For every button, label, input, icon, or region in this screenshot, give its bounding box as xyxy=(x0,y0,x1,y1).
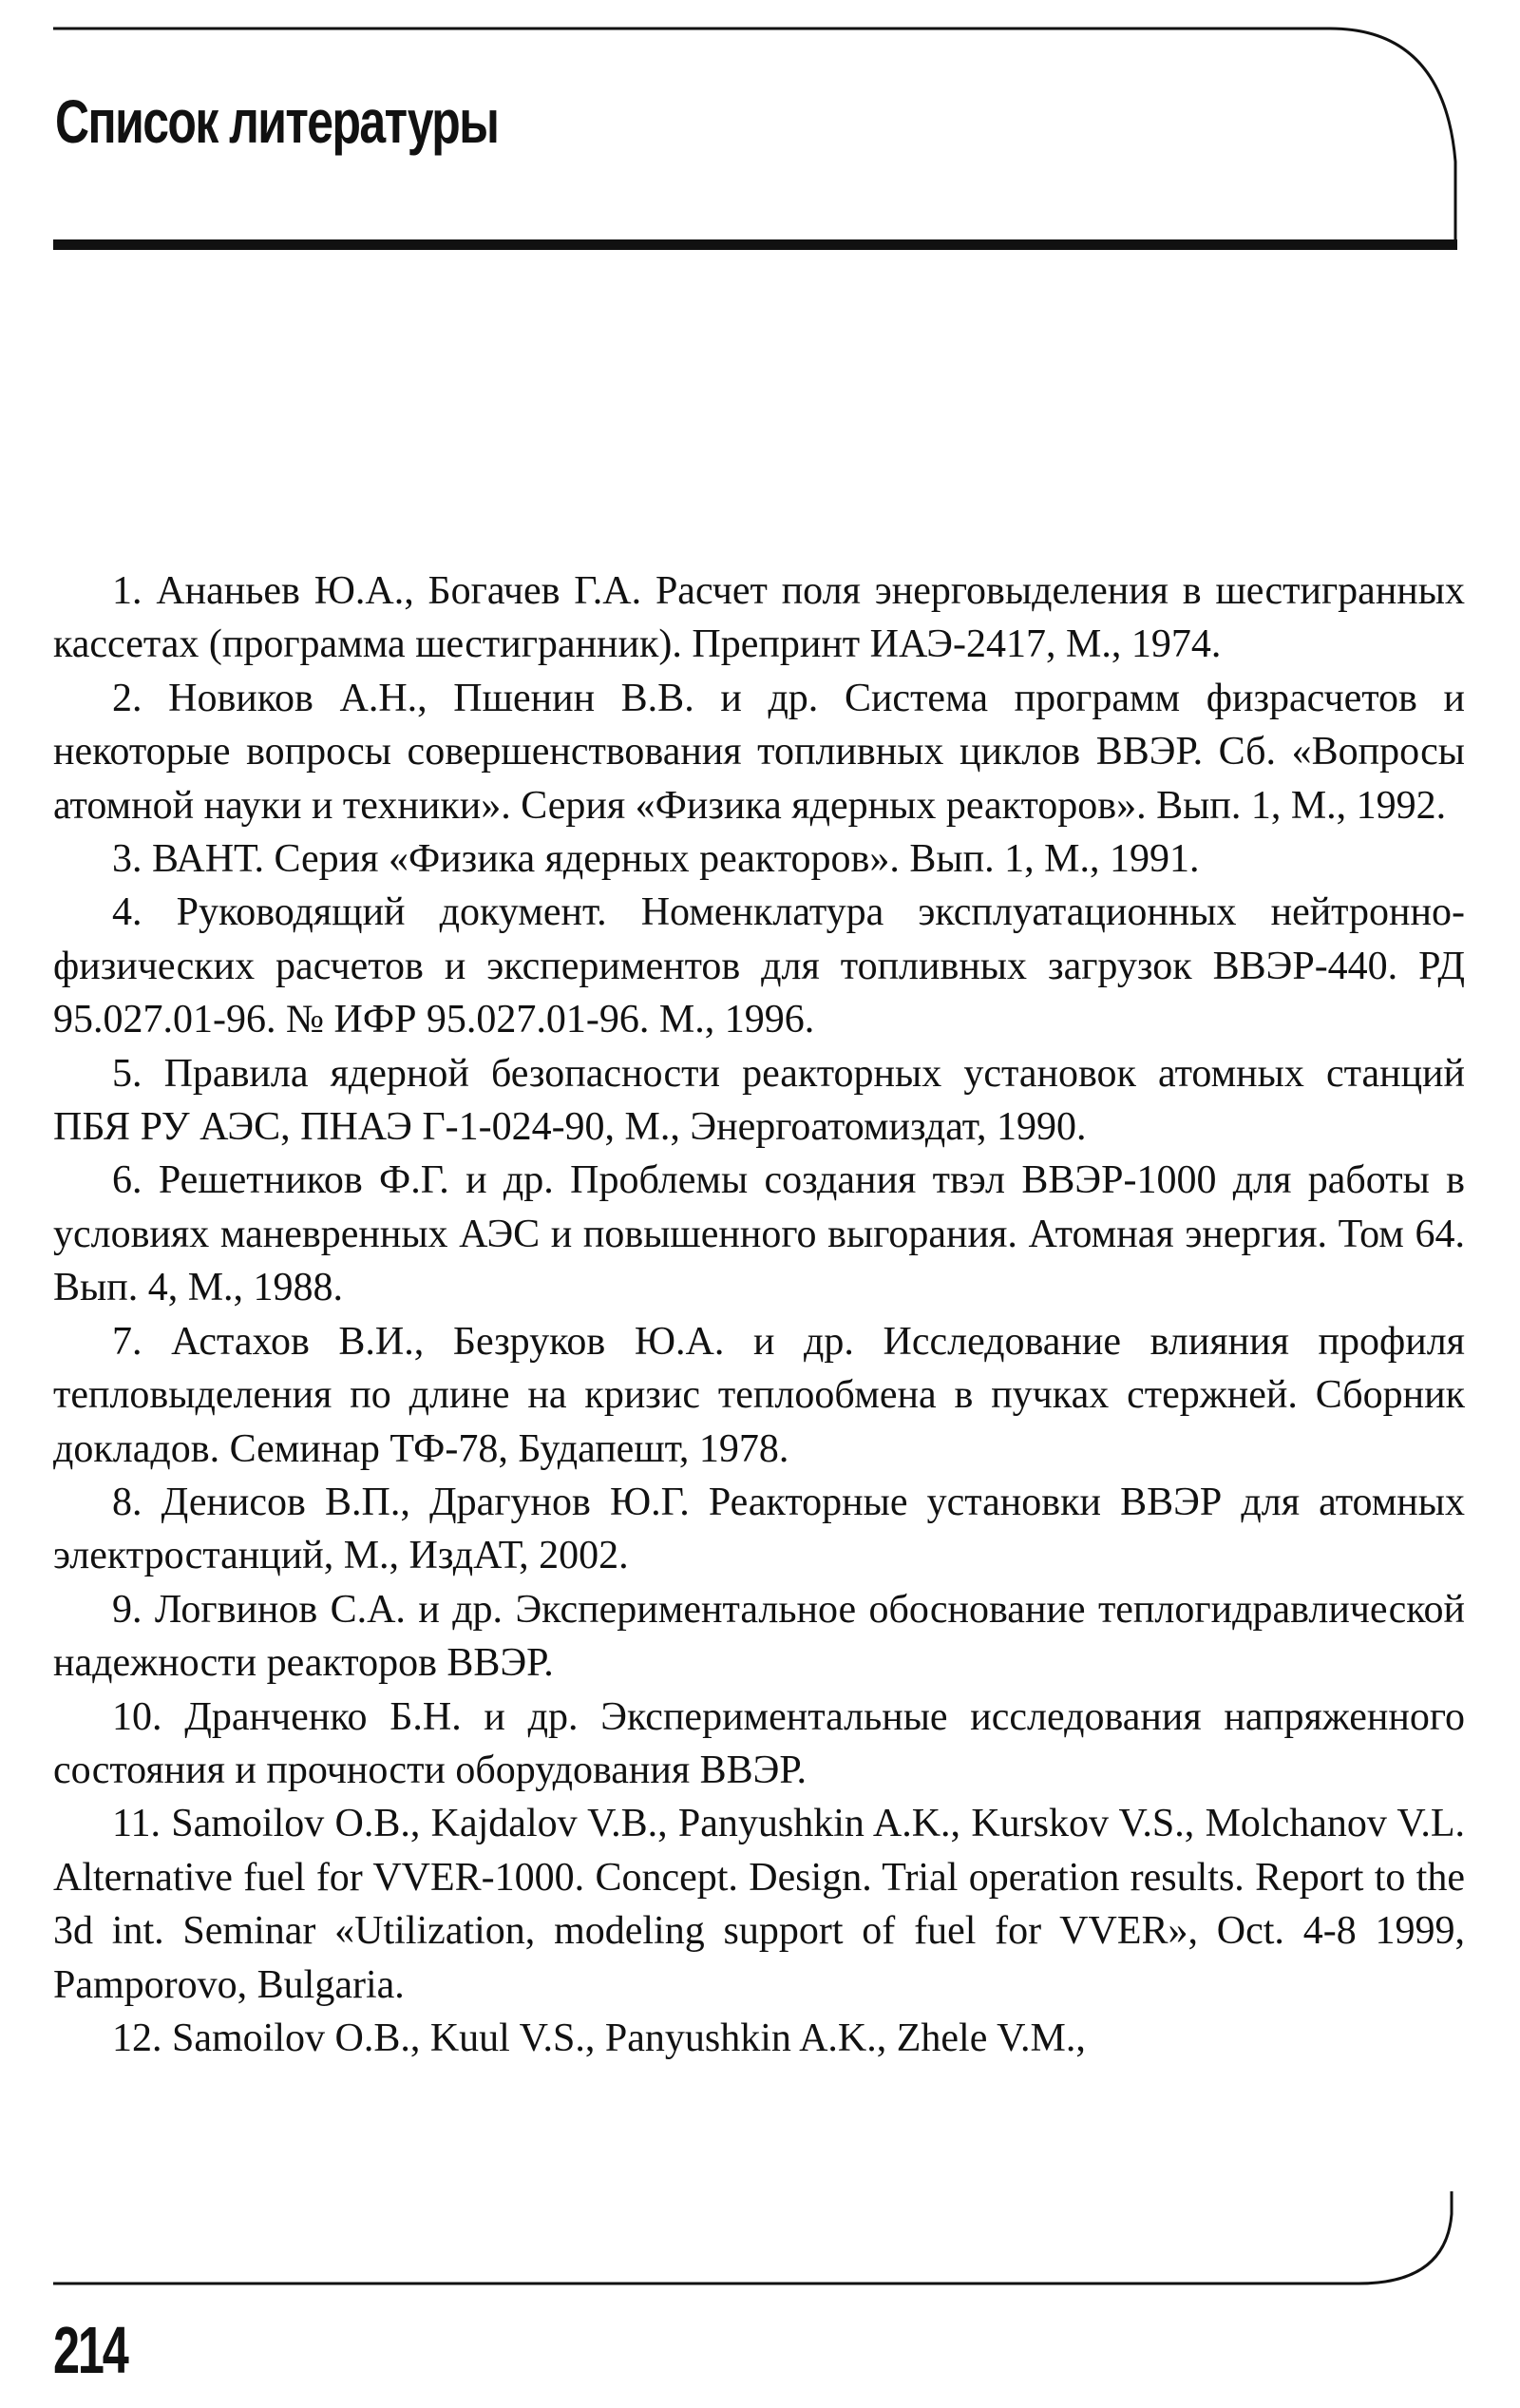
reference-item: 9. Логвинов С.А. и др. Экспериментальное обоснование теплогидравлической надежности реакторов ВВЭР. xyxy=(53,1587,1465,1686)
reference-item: 11. Samoilov O.B., Kajdalov V.B., Panyushkin A.K., Kurskov V.S., Molchanov V.L. Alternative fuel for VVER-1000. Concept. Design. Trial operation results. Report to the 3d int. Seminar «Utilization, modeling support of fuel for VVER», Oct. 4-8 1999, Pamporovo, Bulgaria. xyxy=(53,1802,1465,2007)
reference-item: 3. ВАНТ. Серия «Физика ядерных реакторов». Вып. 1, М., 1991. xyxy=(112,837,1200,882)
reference-item: 8. Денисов В.П., Драгунов Ю.Г. Реакторные установки ВВЭР для атомных электростанций, М., ИздАТ, 2002. xyxy=(53,1480,1465,1578)
reference-item: 6. Решетников Ф.Г. и др. Проблемы создания твэл ВВЭР-1000 для работы в условиях маневренных АЭС и повышенного выгорания. Атомная энергия. Том 64. Вып. 4, М., 1988. xyxy=(53,1158,1465,1310)
reference-item: 12. Samoilov O.B., Kuul V.S., Panyushkin A.K., Zhele V.M., xyxy=(112,2016,1086,2060)
reference-item: 2. Новиков А.Н., Пшенин В.В. и др. Система программ физрасчетов и некоторые вопросы совершенствования топливных циклов ВВЭР. Сб. «Вопросы атомной науки и техники». Серия «Физика ядерных реакторов». Вып. 1, М., 1992. xyxy=(53,676,1465,828)
page-number: 214 xyxy=(53,2313,127,2387)
header-thick-rule xyxy=(53,239,1457,250)
reference-item: 10. Дранченко Б.Н. и др. Экспериментальные исследования напряженного состояния и прочности оборудования ВВЭР. xyxy=(53,1694,1465,1792)
reference-list xyxy=(53,564,1465,2065)
reference-item: 1. Ананьев Ю.А., Богачев Г.А. Расчет поля энерговыделения в шестигранных кассетах (программа шестигранник). Препринт ИАЭ-2417, М., 1974. xyxy=(53,569,1465,667)
reference-item: 7. Астахов В.И., Безруков Ю.А. и др. Исследование влияния профиля тепловыделения по длине на кризис теплообмена в пучках стержней. Сборник докладов. Семинар ТФ-78, Будапешт, 1978. xyxy=(53,1319,1465,1471)
chapter-title: Список литературы xyxy=(55,87,499,156)
reference-item: 5. Правила ядерной безопасности реакторных установок атомных станций ПБЯ РУ АЭС, ПНАЭ Г-1-024-90, М., Энергоатомиздат, 1990. xyxy=(53,1051,1465,1150)
reference-item: 4. Руководящий документ. Номенклатура эксплуатационных нейтронно-физических расчетов и экспериментов для топливных загрузок ВВЭР-440. РД 95.027.01-96. № ИФР 95.027.01-96. М., 1996. xyxy=(53,890,1465,1042)
footer-curve-line xyxy=(53,2191,1452,2284)
